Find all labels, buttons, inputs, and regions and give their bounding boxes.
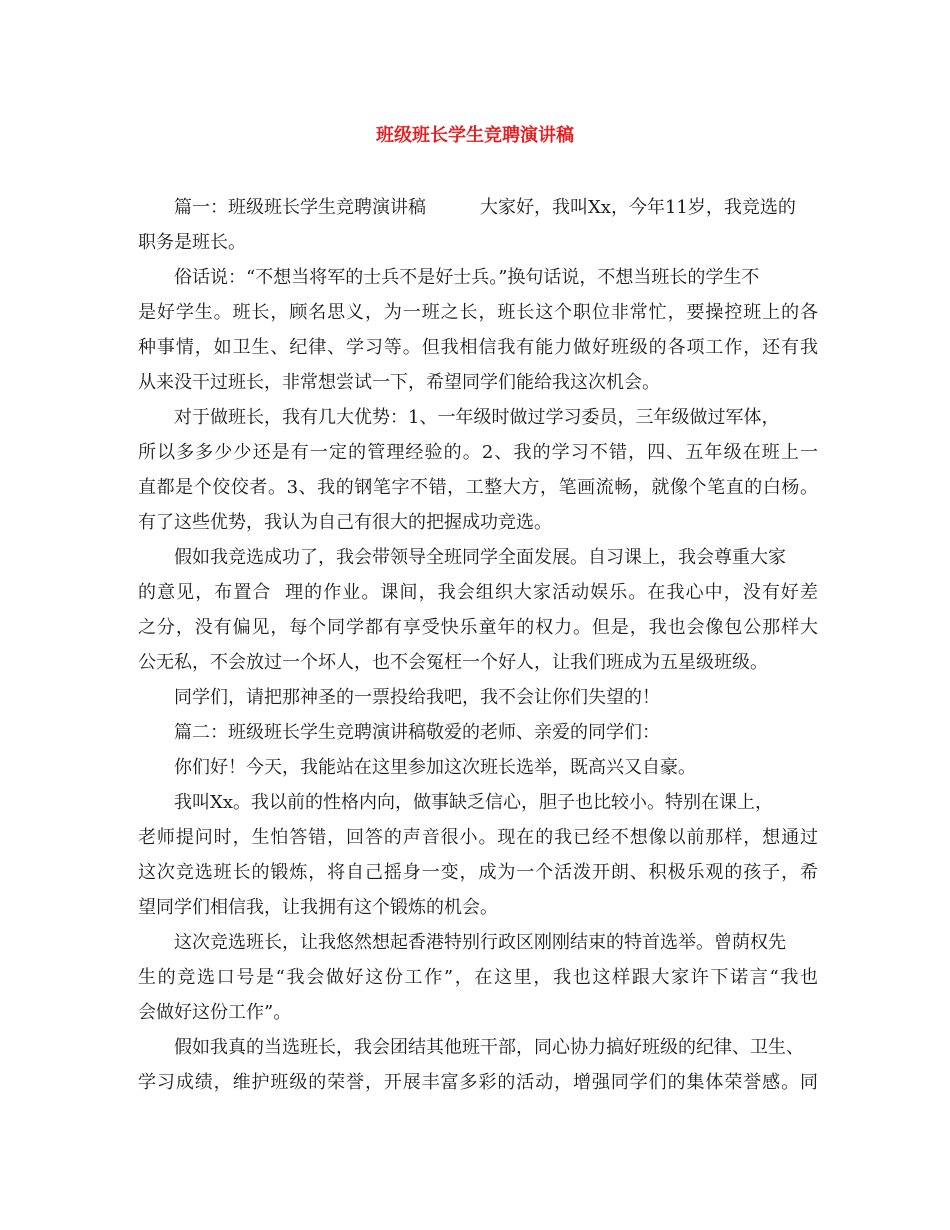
paragraph-line: 学习成绩，维护班级的荣誉，开展丰富多彩的活动，增强同学们的集体荣誉感。同 [138,1072,818,1093]
paragraph-line: 从来没干过班长，非常想尝试一下，希望同学们能给我这次机会。 [138,372,660,393]
paragraph-line: 所以多多少少还是有一定的管理经验的。2、我的学习不错，四、五年级在班上一 [138,442,818,463]
paragraph-line: 同学们，请把那神圣的一票投给我吧，我不会让你们失望的！ [174,687,660,708]
document-title: 班级班长学生竞聘演讲稿 [376,125,574,146]
paragraph-line: 望同学们相信我，让我拥有这个锻炼的机会。 [138,897,498,918]
paragraph-line: 俗话说：“不想当将军的士兵不是好士兵。”换句话说，不想当班长的学生不 [174,267,760,288]
paragraph-line: 这次竞选班长的锻炼，将自己摇身一变，成为一个活泼开朗、积极乐观的孩子，希 [138,862,818,883]
paragraph-line: 老师提问时，生怕答错，回答的声音很小。现在的我已经不想像以前那样，想通过 [138,827,818,848]
paragraph-line: 公无私，不会放过一个坏人，也不会冤枉一个好人，让我们班成为五星级班级。 [138,652,768,673]
paragraph-line: 直都是个佼佼者。3、我的钢笔字不错，工整大方，笔画流畅，就像个笔直的白杨。 [138,477,818,498]
paragraph-line: 之分，没有偏见，每个同学都有享受快乐童年的权力。但是，我也会像包公那样大 [138,617,818,638]
paragraph-line: 这次竞选班长，让我悠然想起香港特别行政区刚刚结束的特首选举。曾荫权先 [174,932,786,953]
document-body [138,190,818,1100]
paragraph-line: 篇一：班级班长学生竞聘演讲稿 大家好，我叫Xx，今年11岁，我竞选的 [174,197,796,218]
paragraph-line: 对于做班长，我有几大优势：1、一年级时做过学习委员，三年级做过军体， [174,407,780,428]
paragraph-line: 会做好这份工作”。 [138,1002,292,1023]
paragraph-line: 的意见，布置合 理的作业。课间，我会组织大家活动娱乐。在我心中，没有好差 [138,582,818,603]
paragraph-line: 生的竞选口号是“我会做好这份工作”，在这里，我也这样跟大家许下诺言“我也 [138,967,818,988]
paragraph-line: 职务是班长。 [138,232,246,253]
paragraph-line: 是好学生。班长，顾名思义，为一班之长，班长这个职位非常忙，要操控班上的各 [138,302,818,323]
paragraph-line: 假如我竞选成功了，我会带领导全班同学全面发展。自习课上，我会尊重大家 [174,547,786,568]
paragraph-line: 你们好！今天，我能站在这里参加这次班长选举，既高兴又自豪。 [174,757,696,778]
paragraph-line: 假如我真的当选班长，我会团结其他班干部，同心协力搞好班级的纪律、卫生、 [174,1037,804,1058]
paragraph-line: 我叫Xx。我以前的性格内向，做事缺乏信心，胆子也比较小。特别在课上， [174,792,773,813]
paragraph-line: 有了这些优势，我认为自己有很大的把握成功竞选。 [138,512,552,533]
paragraph-line: 种事情，如卫生、纪律、学习等。但我相信我有能力做好班级的各项工作，还有我 [138,337,818,358]
paragraph-line: 篇二：班级班长学生竞聘演讲稿敬爱的老师、亲爱的同学们： [174,722,660,743]
